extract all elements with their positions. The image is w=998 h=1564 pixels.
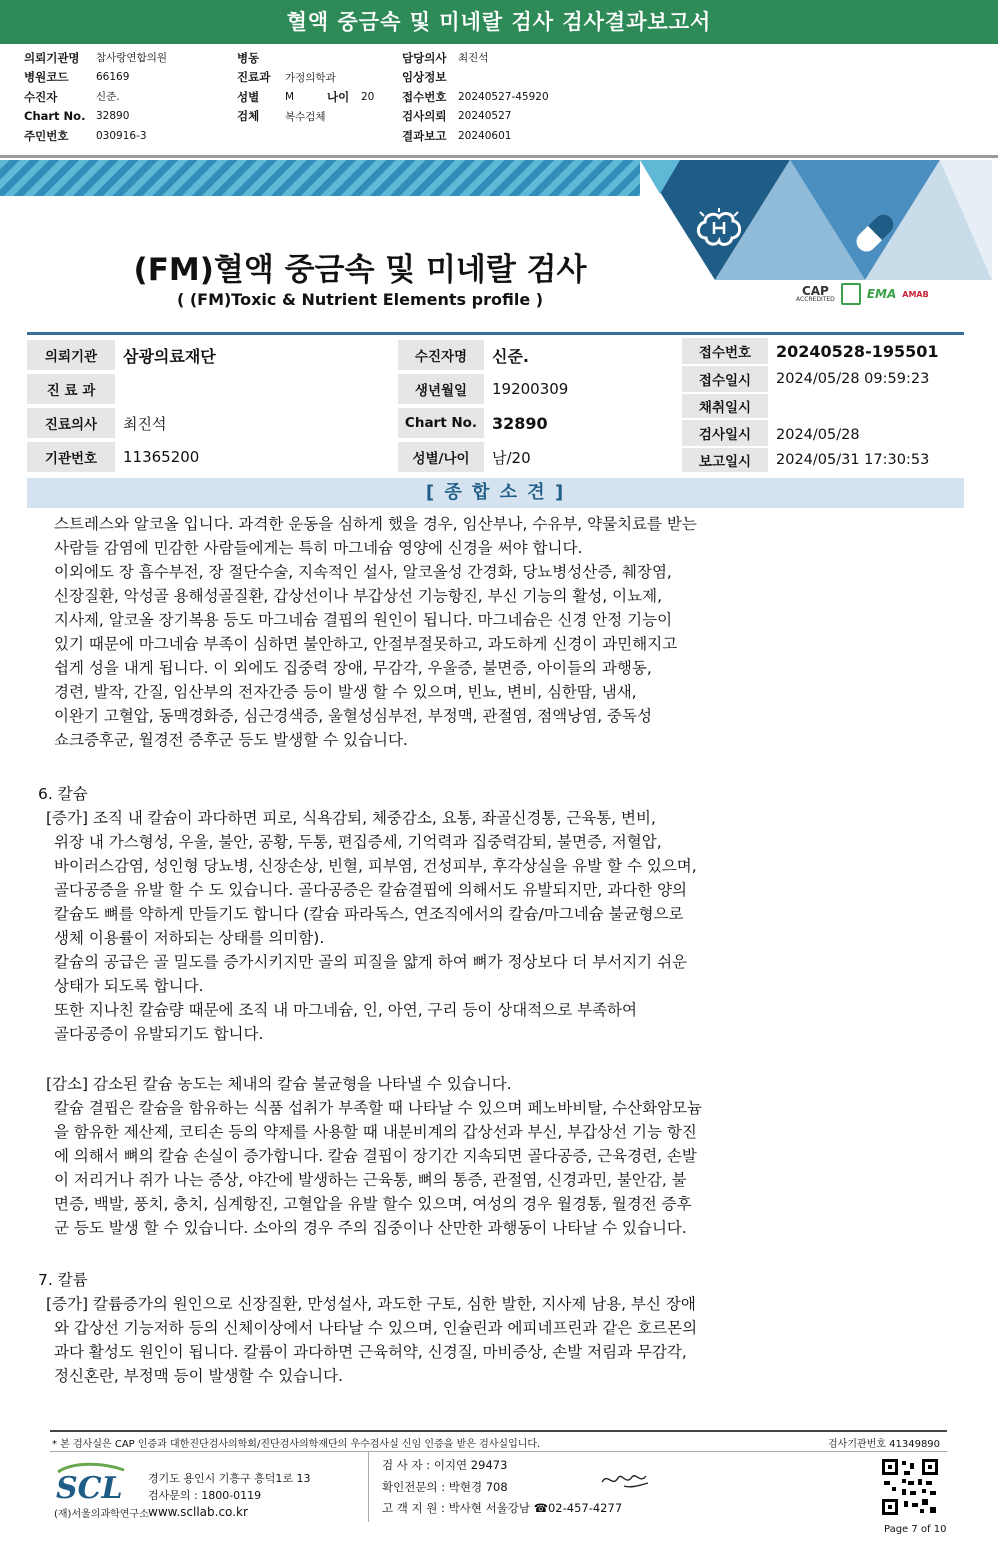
meta-value: 가정의학과 (285, 71, 336, 84)
section-heading-calcium: 6. 칼슘 (38, 785, 88, 803)
text-line: 위장 내 가스형성, 우울, 불안, 공황, 두통, 편집증세, 기억력과 집중력감퇴, 불면증, 저혈압, (54, 833, 662, 851)
report-title: (FM)혈액 중금속 및 미네랄 검사 (133, 252, 587, 288)
text-line: 있기 때문에 마그네슘 부족이 심하면 불안하고, 안절부절못하고, 과도하게 신경이 과민해지고 (54, 635, 678, 653)
sexage-value: 남/20 (492, 448, 531, 467)
text-line: 칼슘 결핍은 칼슘을 함유하는 식품 섭취가 부족할 때 나타날 수 있으며 페노바비탈, 수산화암모늄 (54, 1099, 703, 1117)
text-line: 스트레스와 알코올 입니다. 과격한 운동을 심하게 했을 경우, 임산부나, 수유부, 약물치료를 받는 (54, 515, 697, 533)
signature-image (598, 1468, 654, 1496)
test-datetime-value: 2024/05/28 (776, 427, 860, 443)
test-datetime-label: 검사일시 (682, 420, 768, 446)
meta-value: 참사랑연합의원 (96, 52, 168, 65)
text-line: 칼슘의 공급은 골 밀도를 증가시키지만 골의 피질을 얇게 하여 뼈가 정상보다 더 부서지기 쉬운 (54, 953, 688, 971)
inst-no-value: 11365200 (123, 448, 200, 466)
collect-datetime-value (768, 394, 964, 418)
tester-info: 검 사 자 : 이지연 29473 (382, 1458, 508, 1472)
age-label: 나이 (327, 89, 350, 104)
text-line: [증가] 조직 내 칼슘이 과다하면 피로, 식욕감퇴, 체중감소, 요통, 좌골신경통, 근육통, 변비, (46, 809, 656, 827)
meta-value: 20240601 (458, 129, 512, 142)
chart-label: Chart No. (398, 408, 484, 438)
meta-label: 담당의사 (402, 50, 447, 65)
dept-label: 진 료 과 (27, 374, 115, 404)
cap-logo-text: CAP (801, 284, 829, 298)
text-line: 이외에도 장 흡수부전, 장 절단수술, 지속적인 설사, 알코올성 간경화, 당뇨병성산증, 췌장염, (54, 563, 672, 581)
meta-column-3 (402, 48, 549, 146)
age-value: 20 (361, 90, 375, 103)
support-info: 고 객 지 원 : 박사현 서울강남 ☎02-457-4277 (382, 1501, 623, 1515)
meta-label: 검사의뢰 (402, 109, 447, 124)
meta-label: 성별 (237, 89, 260, 104)
amab-logo: AMAB (902, 289, 929, 299)
scl-logo (52, 1460, 132, 1504)
meta-value: M (285, 90, 295, 103)
meta-column-1 (24, 48, 167, 146)
text-line: 상태가 되도록 합니다. (54, 977, 204, 995)
lm-logo (841, 283, 861, 305)
patient-value: 신준. (492, 346, 529, 366)
capsule-icon (850, 208, 900, 258)
text-line: 이완기 고혈압, 동맥경화증, 심근경색증, 울혈성심부전, 부정맥, 관절염, 점액낭염, 중독성 (54, 707, 652, 725)
doctor-label: 진료의사 (27, 408, 115, 438)
meta-label: 접수번호 (402, 89, 447, 104)
doctor-value: 최진석 (123, 414, 167, 433)
inst-no-label: 기관번호 (27, 442, 115, 472)
meta-label: 검체 (237, 109, 260, 124)
institution-label: 의뢰기관 (27, 340, 115, 370)
footer-rule-2 (50, 1451, 947, 1452)
meta-label: 병원코드 (24, 70, 69, 85)
expert-info: 확인전문의 : 박현경 708 (382, 1480, 508, 1494)
section-heading-potassium: 7. 칼륨 (38, 1271, 88, 1289)
text-line: 또한 지나친 칼슘량 때문에 조직 내 마그네슘, 인, 아연, 구리 등이 상대적으로 부족하여 (54, 1001, 637, 1019)
meta-label: 병동 (237, 50, 260, 65)
meta-value: 66169 (96, 71, 130, 84)
text-line: 을 함유한 제산제, 코티손 등의 약제를 사용할 때 내분비계의 갑상선과 부신, 부갑상선 기능 항진 (54, 1123, 697, 1141)
brain-icon (692, 208, 746, 254)
text-line: 사람들 감염에 민감한 사람들에게는 특히 마그네슘 영양에 신경을 써야 합니다. (54, 539, 583, 557)
lab-phone: 검사문의 : 1800-0119 (148, 1489, 262, 1502)
birth-value: 19200309 (492, 380, 569, 398)
collect-datetime-label: 채취일시 (682, 394, 768, 418)
text-line: 쇼크증후군, 월경전 증후군 등도 발생할 수 있습니다. (54, 731, 408, 749)
text-line: 군 등도 발생 할 수 있습니다. 소아의 경우 주의 집중이나 산만한 과행동이 나타날 수 있습니다. (54, 1219, 687, 1237)
text-line: 골다공증이 유발되기도 합니다. (54, 1025, 264, 1043)
info-table-rule (27, 332, 964, 335)
scl-org-name: (재)서울의과학연구소 (54, 1509, 149, 1520)
receipt-no-label: 접수번호 (682, 338, 768, 364)
meta-value: 32890 (96, 110, 130, 123)
receipt-no-value: 20240528-195501 (776, 341, 939, 361)
page-number: Page 7 of 10 (884, 1524, 947, 1535)
patient-label: 수진자명 (398, 340, 484, 370)
meta-value: 030916-3 (96, 129, 147, 142)
report-datetime-value: 2024/05/31 17:30:53 (776, 452, 930, 468)
summary-title: [ 종 합 소 견 ] (27, 478, 964, 508)
text-line: 면증, 백발, 풍치, 충치, 심계항진, 고혈압을 유발 할수 있으며, 여성의 경우 월경통, 월경전 증후 (54, 1195, 692, 1213)
meta-label: 진료과 (237, 70, 271, 85)
qr-code-icon (882, 1459, 938, 1515)
meta-label: 임상정보 (402, 70, 447, 85)
sexage-label: 성별/나이 (398, 442, 484, 472)
institution-value: 삼광의료재단 (123, 346, 216, 366)
lab-website: www.scllab.co.kr (148, 1505, 248, 1519)
meta-label: 의뢰기관명 (24, 50, 80, 65)
text-line: 바이러스감염, 성인형 당뇨병, 신장손상, 빈혈, 피부염, 건성피부, 후각상실을 유발 할 수 있으며, (54, 857, 697, 875)
receipt-datetime-label: 접수일시 (682, 366, 768, 392)
meta-value: 최진석 (458, 52, 489, 65)
text-line: 칼슘도 뼈를 약하게 만들기도 합니다 (칼슘 파라독스, 연조직에서의 칼슘/마그네슘 불균형으로 (54, 905, 684, 923)
text-line: 골다공증을 유발 할 수 도 있습니다. 골다공증은 칼슘결핍에 의해서도 유발되지만, 과다한 양의 (54, 881, 688, 899)
chart-value: 32890 (492, 413, 548, 433)
report-subtitle: ( (FM)Toxic & Nutrient Elements profile ) (176, 290, 544, 309)
top-divider (0, 155, 998, 158)
text-line: 생체 이용률이 저하되는 상태를 의미함). (54, 929, 325, 947)
meta-value: 20240527-45920 (458, 90, 549, 103)
lab-number: 검사기관번호 41349890 (828, 1439, 941, 1450)
meta-value: 신준. (96, 91, 120, 104)
footer-accreditation-note: * 본 검사실은 CAP 인증과 대한진단검사의학회/진단검사의학재단의 우수검사실 신임 인증을 받은 검사실입니다. (52, 1439, 541, 1450)
text-line: 에 의해서 뼈의 칼슘 손실이 증가합니다. 칼슘 결핍이 장기간 지속되면 골다공증, 근육경련, 손발 (54, 1147, 697, 1165)
meta-label: 주민번호 (24, 128, 69, 143)
birth-label: 생년월일 (398, 374, 484, 404)
meta-label: 결과보고 (402, 128, 447, 143)
scl-logo-text: SCL (56, 1471, 123, 1504)
text-line: 이 저리거나 쥐가 나는 증상, 야간에 발생하는 근육통, 뼈의 통증, 관절염, 신경과민, 불안감, 불 (54, 1171, 687, 1189)
certification-logos (796, 283, 929, 305)
meta-value: 복수검체 (285, 110, 326, 123)
meta-value: 20240527 (458, 110, 512, 123)
meta-label: Chart No. (24, 109, 86, 124)
meta-label: 수진자 (24, 89, 58, 104)
lab-address: 경기도 용인시 기흥구 흥덕1로 13 (148, 1472, 311, 1485)
meta-column-2 (237, 48, 374, 126)
ema-logo: EMA (866, 287, 897, 301)
footer-rule (50, 1430, 947, 1432)
text-line: 경련, 발작, 간질, 임산부의 전자간증 등이 발생 할 수 있으며, 빈뇨, 변비, 심한땀, 냄새, (54, 683, 637, 701)
text-line: 지사제, 알코올 장기복용 등도 마그네슘 결핍의 원인이 됩니다. 마그네슘은 신경 안정 기능이 (54, 611, 673, 629)
report-banner-title: 혈액 중금속 및 미네랄 검사 검사결과보고서 (0, 0, 998, 44)
cap-logo-subtext: ACCREDITED (796, 296, 835, 303)
footer-separator (368, 1452, 369, 1522)
text-line: 정신혼란, 부정맥 등이 발생할 수 있습니다. (54, 1367, 344, 1385)
text-line: 신장질환, 악성골 용해성골질환, 갑상선이나 부갑상선 기능항진, 부신 기능의 활성, 이뇨제, (54, 587, 663, 605)
text-line: [감소] 감소된 칼슘 농도는 체내의 칼슘 불균형을 나타낼 수 있습니다. (46, 1075, 512, 1093)
dept-value (115, 374, 398, 404)
cap-logo (796, 285, 835, 303)
receipt-datetime-value: 2024/05/28 09:59:23 (776, 371, 930, 387)
text-line: 과다 활성도 원인이 됩니다. 칼륨이 과다하면 근육허약, 신경질, 마비증상, 손발 저림과 무감각, (54, 1343, 687, 1361)
text-line: 와 갑상선 기능저하 등의 신체이상에서 나타날 수 있으며, 인슐린과 에피네프린과 같은 호르몬의 (54, 1319, 698, 1337)
text-line: 쉽게 성을 내게 됩니다. 이 외에도 집중력 장애, 무감각, 우울증, 불면증, 아이들의 과행동, (54, 659, 652, 677)
text-line: [증가] 칼륨증가의 원인으로 신장질환, 만성설사, 과도한 구토, 심한 발한, 지사제 남용, 부신 장애 (46, 1295, 696, 1313)
report-datetime-label: 보고일시 (682, 448, 768, 472)
